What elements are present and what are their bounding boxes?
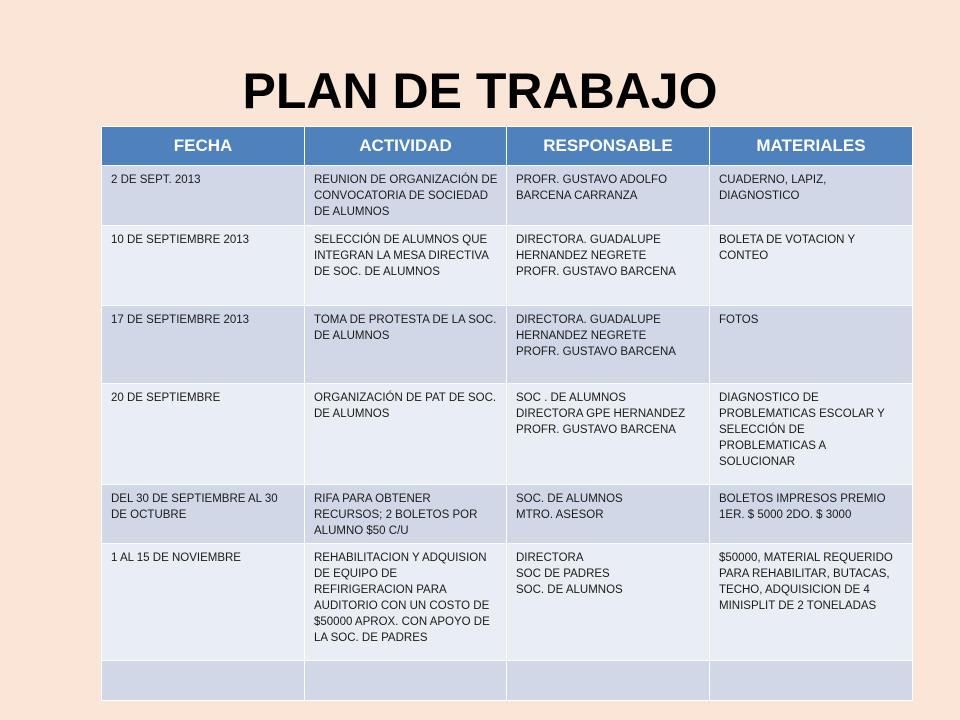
- cell-responsable: SOC. DE ALUMNOS MTRO. ASESOR: [507, 484, 710, 543]
- cell-responsable: [507, 660, 710, 700]
- header-materiales: MATERIALES: [710, 127, 913, 166]
- header-responsable: RESPONSABLE: [507, 127, 710, 166]
- header-actividad: ACTIVIDAD: [305, 127, 507, 166]
- cell-fecha: 1 AL 15 DE NOVIEMBRE: [102, 543, 305, 660]
- cell-materiales: BOLETOS IMPRESOS PREMIO 1ER. $ 5000 2DO. $ 3000: [710, 484, 913, 543]
- cell-actividad: REHABILITACION Y ADQUISION DE EQUIPO DE REFIRIGERACION PARA AUDITORIO CON UN COSTO DE $50000 APROX. CON APOYO DE LA SOC. DE PADRES: [305, 543, 507, 660]
- table-row: [102, 543, 913, 660]
- table-row-empty: [102, 660, 913, 700]
- cell-fecha: DEL 30 DE SEPTIEMBRE AL 30 DE OCTUBRE: [102, 484, 305, 543]
- table-row: [102, 306, 913, 384]
- cell-materiales: DIAGNOSTICO DE PROBLEMATICAS ESCOLAR Y SELECCIÓN DE PROBLEMATICAS A SOLUCIONAR: [710, 384, 913, 484]
- cell-fecha: 17 DE SEPTIEMBRE 2013: [102, 306, 305, 384]
- cell-materiales: [710, 660, 913, 700]
- cell-materiales: FOTOS: [710, 306, 913, 384]
- cell-actividad: ORGANIZACIÓN DE PAT DE SOC. DE ALUMNOS: [305, 384, 507, 484]
- cell-fecha: [102, 660, 305, 700]
- table-row: [102, 226, 913, 306]
- table-header-row: [102, 127, 913, 166]
- cell-responsable: SOC . DE ALUMNOS DIRECTORA GPE HERNANDEZ PROFR. GUSTAVO BARCENA: [507, 384, 710, 484]
- cell-responsable: DIRECTORA SOC DE PADRES SOC. DE ALUMNOS: [507, 543, 710, 660]
- cell-actividad: REUNION DE ORGANIZACIÓN DE CONVOCATORIA DE SOCIEDAD DE ALUMNOS: [305, 166, 507, 226]
- cell-materiales: $50000, MATERIAL REQUERIDO PARA REHABILITAR, BUTACAS, TECHO, ADQUISICION DE 4 MINISPLIT DE 2 TONELADAS: [710, 543, 913, 660]
- cell-materiales: BOLETA DE VOTACION Y CONTEO: [710, 226, 913, 306]
- cell-fecha: 2 DE SEPT. 2013: [102, 166, 305, 226]
- page-title: PLAN DE TRABAJO: [242, 63, 718, 119]
- header-fecha: FECHA: [102, 127, 305, 166]
- table-row: [102, 484, 913, 543]
- cell-fecha: 20 DE SEPTIEMBRE: [102, 384, 305, 484]
- cell-actividad: TOMA DE PROTESTA DE LA SOC. DE ALUMNOS: [305, 306, 507, 384]
- cell-actividad: SELECCIÓN DE ALUMNOS QUE INTEGRAN LA MESA DIRECTIVA DE SOC. DE ALUMNOS: [305, 226, 507, 306]
- cell-materiales: CUADERNO, LAPIZ, DIAGNOSTICO: [710, 166, 913, 226]
- work-plan-table: [101, 126, 913, 701]
- cell-responsable: DIRECTORA. GUADALUPE HERNANDEZ NEGRETE PROFR. GUSTAVO BARCENA: [507, 306, 710, 384]
- table-row: [102, 166, 913, 226]
- cell-actividad: RIFA PARA OBTENER RECURSOS; 2 BOLETOS POR ALUMNO $50 C/U: [305, 484, 507, 543]
- cell-fecha: 10 DE SEPTIEMBRE 2013: [102, 226, 305, 306]
- cell-responsable: PROFR. GUSTAVO ADOLFO BARCENA CARRANZA: [507, 166, 710, 226]
- cell-responsable: DIRECTORA. GUADALUPE HERNANDEZ NEGRETE PROFR. GUSTAVO BARCENA: [507, 226, 710, 306]
- cell-actividad: [305, 660, 507, 700]
- table-row: [102, 384, 913, 484]
